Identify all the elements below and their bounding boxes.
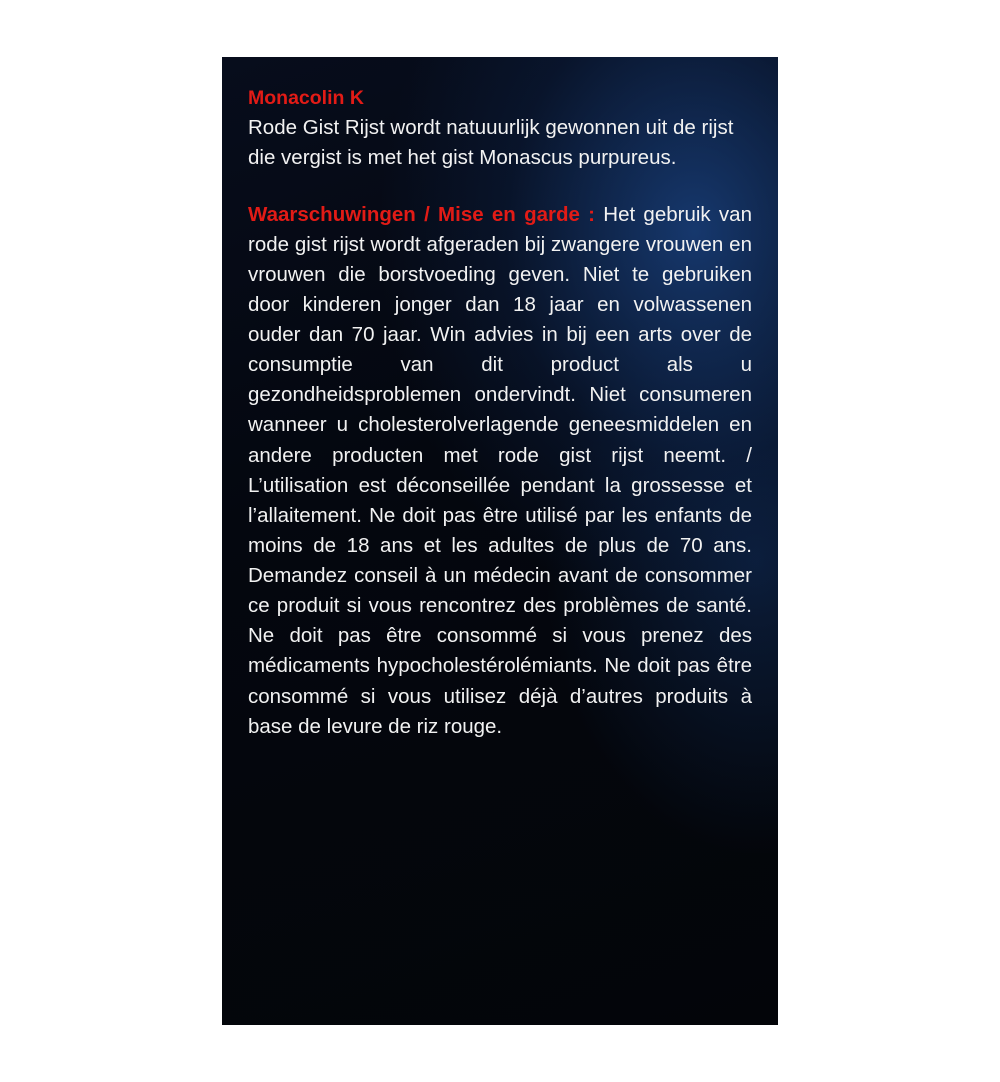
section-warnings (248, 200, 752, 742)
section-heading-monacolin-k: Monacolin K (248, 87, 364, 109)
label-content (222, 57, 778, 742)
section-heading-warnings: Waarschuwingen / Mise en garde : (248, 202, 595, 226)
section-body-monacolin-k: Rode Gist Rijst wordt natuuurlijk gewonnen uit de rijst die vergist is met het gist Monascus purpureus. (248, 116, 734, 170)
section-body-warnings (248, 200, 752, 742)
label-panel (222, 57, 778, 1025)
section-monacolin-k (248, 85, 752, 174)
section-warnings-text: Het gebruik van rode gist rijst wordt afgeraden bij zwangere vrouwen en vrouwen die borstvoeding geven. Niet te gebruiken door kinderen jonger dan 18 jaar en volwassenen ouder dan 70 jaar. Win advies in bij een arts over de consumptie van dit product als u gezondheidsproblemen ondervindt. Niet consumeren wanneer u cholesterolverlagende geneesmiddelen en andere producten met rode gist rijst neemt. / L’utilisation est déconseillée pendant la grossesse et l’allaitement. Ne doit pas être utilisé par les enfants de moins de 18 ans et les adultes de plus de 70 ans. Demandez conseil à un médecin avant de consommer ce produit si vous rencontrez des problèmes de santé. Ne doit pas être consommé si vous prenez des médicaments hypocholestérolémiants. Ne doit pas être consommé si vous utilisez déjà d’autres produits à base de levure de riz rouge. (248, 202, 752, 738)
